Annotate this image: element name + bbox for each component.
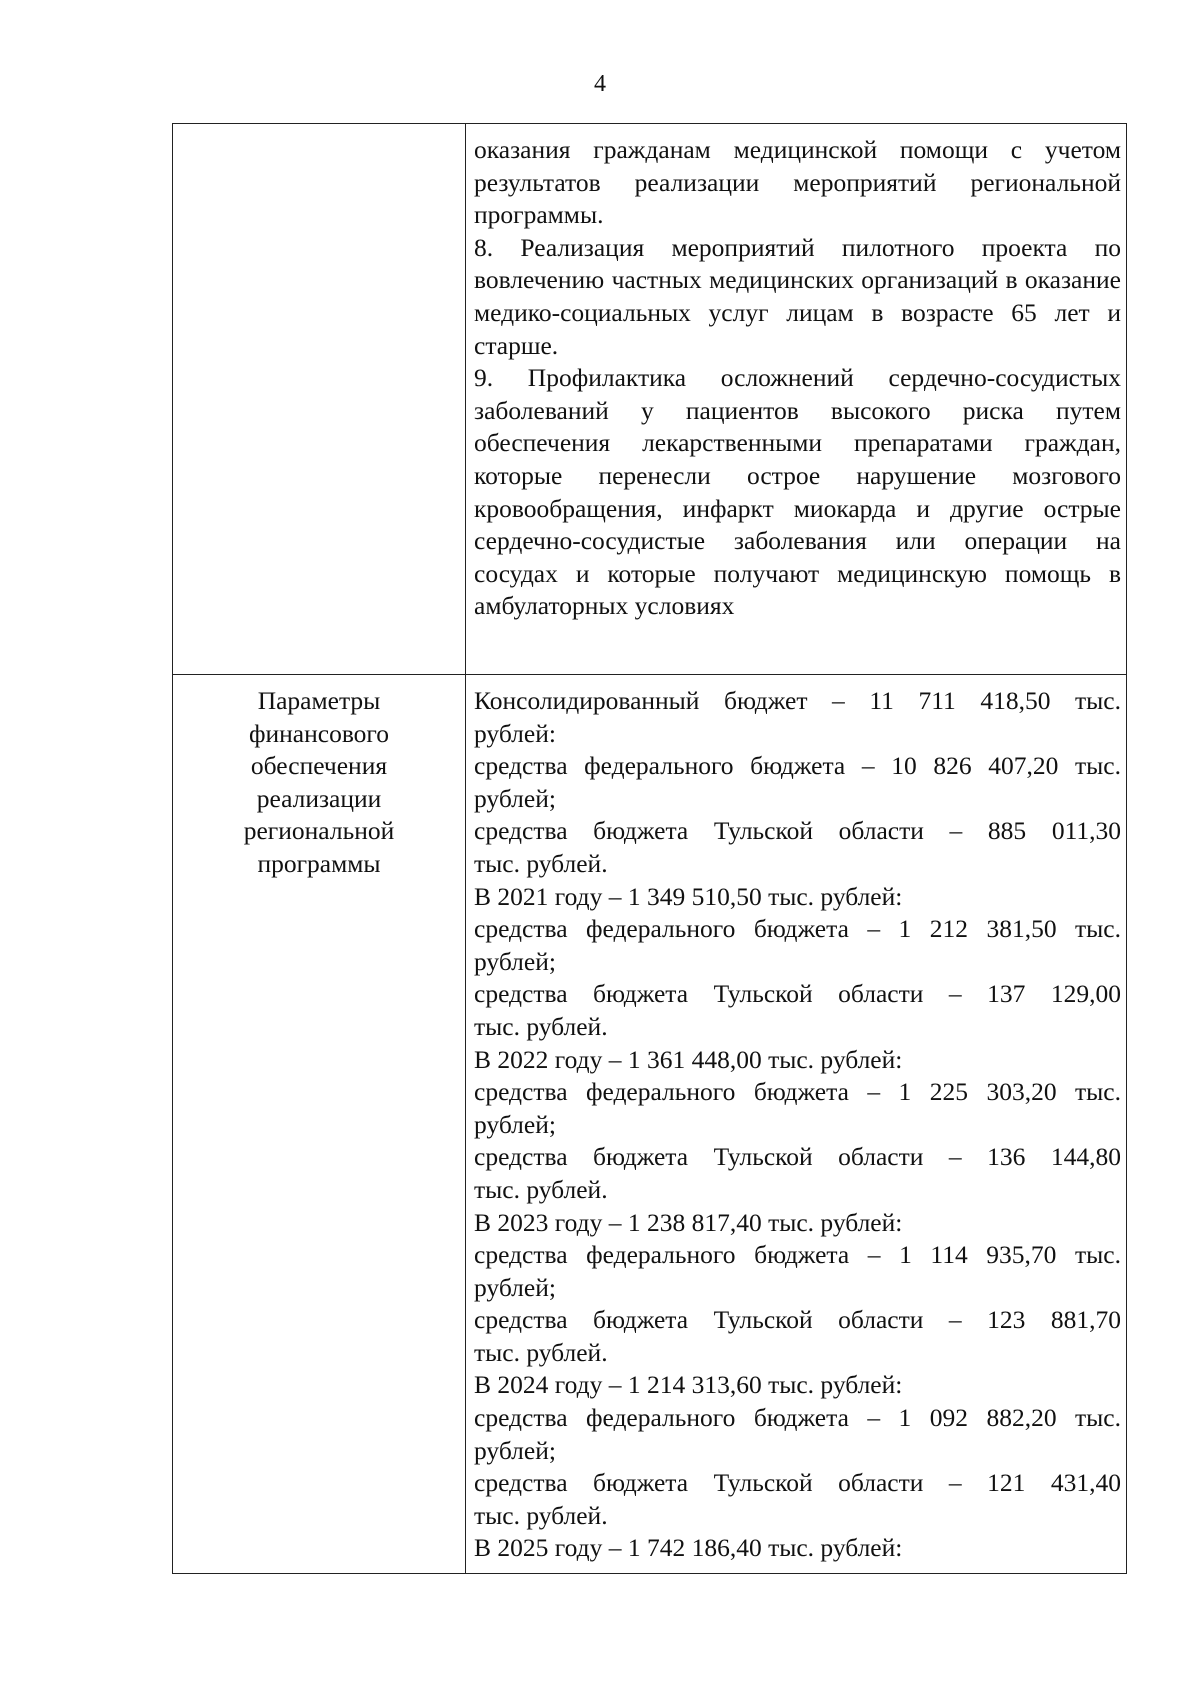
financing-cell — [466, 675, 1127, 1574]
financing-line: средства федерального бюджета – 1 212 381,50 тыс. — [474, 914, 1121, 944]
financing-line: тыс. рублей. — [474, 1174, 608, 1204]
financing-line: тыс. рублей. — [474, 848, 608, 878]
financing-label-cell — [173, 675, 466, 1574]
row-label-cell-empty — [173, 124, 466, 675]
financing-line: В 2022 году – 1 361 448,00 тыс. рублей: — [474, 1044, 903, 1074]
financing-line: В 2024 году – 1 214 313,60 тыс. рублей: — [474, 1370, 903, 1400]
financing-line: средства бюджета Тульской области – 121 431,40 — [474, 1468, 1121, 1498]
financing-line: рублей; — [474, 783, 556, 813]
financing-line: тыс. рублей. — [474, 1011, 608, 1041]
financing-line: рублей: — [474, 718, 556, 748]
activity-paragraph: 9. Профилактика осложнений сердечно-сосудистых заболеваний у пациентов высокого риска путем обеспечения лекарственными препаратами граждан, которые перенесли острое нарушение мозгового кровообращения, инфаркт миокарда и другие острые сердечно-сосудистые заболевания или операции на сосудах и которые получают медицинскую помощь в амбулаторных условиях — [474, 363, 1121, 621]
activity-paragraph: оказания гражданам медицинской помощи с учетом результатов реализации мероприятий региональной программы. — [474, 135, 1121, 230]
program-passport-table — [172, 123, 1127, 1574]
financing-line: средства бюджета Тульской области – 885 011,30 — [474, 816, 1121, 846]
financing-label-line: обеспечения — [250, 751, 388, 781]
financing-line: рублей; — [474, 946, 556, 976]
financing-line: средства федерального бюджета – 1 092 882,20 тыс. — [474, 1403, 1121, 1433]
financing-line: средства бюджета Тульской области – 123 881,70 — [474, 1305, 1121, 1335]
financing-label-line: программы — [257, 848, 381, 878]
financing-line: средства бюджета Тульской области – 136 144,80 — [474, 1142, 1121, 1172]
activities-cell — [466, 124, 1127, 675]
table-row — [173, 124, 1127, 675]
financing-line: средства федерального бюджета – 1 114 935,70 тыс. — [474, 1240, 1121, 1270]
financing-label-line: Параметры — [257, 686, 381, 715]
financing-line: В 2025 году – 1 742 186,40 тыс. рублей: — [474, 1533, 903, 1563]
financing-label-line: региональной — [243, 816, 395, 846]
financing-line: рублей; — [474, 1272, 556, 1302]
financing-line: тыс. рублей. — [474, 1337, 608, 1367]
page-number: 4 — [594, 71, 606, 97]
financing-line: рублей; — [474, 1109, 556, 1139]
financing-line: Консолидированный бюджет – 11 711 418,50 тыс. — [474, 686, 1121, 715]
financing-line: тыс. рублей. — [474, 1500, 608, 1530]
activity-paragraph: 8. Реализация мероприятий пилотного проекта по вовлечению частных медицинских организаций в оказание медико-социальных услуг лицам в возрасте 65 лет и старше. — [474, 232, 1121, 360]
financing-line: В 2023 году – 1 238 817,40 тыс. рублей: — [474, 1207, 903, 1237]
financing-label-line: финансового — [248, 718, 390, 748]
financing-line: В 2021 году – 1 349 510,50 тыс. рублей: — [474, 881, 903, 911]
financing-label-line: реализации — [256, 783, 382, 813]
financing-line: средства федерального бюджета – 10 826 407,20 тыс. — [474, 751, 1121, 781]
financing-line: рублей; — [474, 1435, 556, 1465]
financing-line: средства федерального бюджета – 1 225 303,20 тыс. — [474, 1077, 1121, 1107]
financing-line: средства бюджета Тульской области – 137 129,00 — [474, 979, 1121, 1009]
table-row — [173, 675, 1127, 1574]
